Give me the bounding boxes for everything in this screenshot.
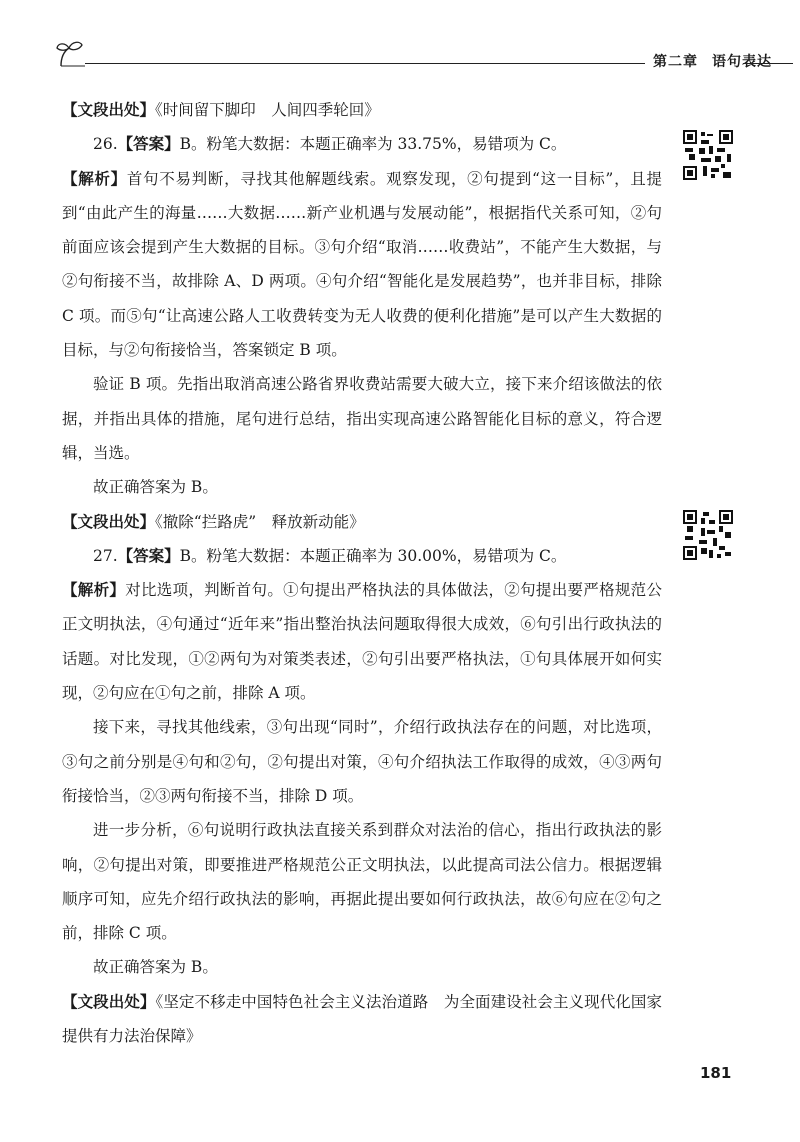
analysis-paragraph (62, 162, 662, 368)
analysis-text: 对比选项，判断首句。①句提出严格执法的具体做法，②句提出要严格规范公正文明执法，④句通过“近年来”指出整治执法问题取得很大成效，⑥句引出行政执法的话题。对比发现，①②两句为对策类表述，②句引出要严格执法，①句具体展开如何实现，②句应在①句之前，排除 A 项。 (62, 581, 662, 703)
page-number: 181 (700, 1064, 732, 1082)
chapter-section: 语句表达 (712, 54, 772, 70)
source-label: 【文段出处】 (62, 101, 156, 119)
answer-label: 【答案】 (117, 546, 180, 565)
source-title: 《撤除“拦路虎” 释放新动能》 (155, 512, 365, 531)
answer-label: 【答案】 (117, 135, 180, 154)
header-rule-right (743, 63, 793, 64)
analysis-paragraph (62, 573, 662, 710)
body-paragraph: 验证 B 项。先指出取消高速公路省界收费站需要大破大立，接下来介绍该做法的依据，并指出具体的措施，尾句进行总结，指出实现高速公路智能化目标的意义，符合逻辑，当选。 (62, 375, 662, 462)
sprout-logo-icon (55, 40, 89, 72)
conclusion-line: 故正确答案为 B。 (93, 478, 218, 497)
source-note (62, 985, 662, 1054)
answer-text: B。粉笔大数据：本题正确率为 33.75%，易错项为 C。 (179, 135, 567, 154)
source-title: 《时间留下脚印 人间四季轮回》 (155, 101, 380, 119)
analysis-label: 【解析】 (62, 169, 127, 188)
answer-line (62, 127, 662, 161)
qr-code-icon[interactable] (683, 130, 727, 174)
analysis-label: 【解析】 (62, 581, 126, 600)
header-rule-left (85, 63, 645, 64)
chapter-number: 第二章 (653, 54, 698, 70)
chapter-title (653, 51, 772, 71)
page-header (55, 40, 772, 70)
question-number: 27. (93, 546, 118, 565)
source-label: 【文段出处】 (62, 992, 156, 1011)
answer-text: B。粉笔大数据：本题正确率为 30.00%，易错项为 C。 (179, 546, 567, 565)
conclusion-line: 故正确答案为 B。 (93, 958, 218, 977)
body-paragraph: 进一步分析，⑥句说明行政执法直接关系到群众对法治的信心，指出行政执法的影响，②句提出对策，即要推进严格规范公正文明执法，以此提高司法公信力。根据逻辑顺序可知，应先介绍行政执法的影响，再据此提出要如何行政执法，故⑥句应在②句之前，排除 C 项。 (62, 821, 662, 943)
analysis-text: 首句不易判断，寻找其他解题线索。观察发现，②句提到“这一目标”，且提到“由此产生的海量……大数据……新产业机遇与发展动能”，根据指代关系可知，②句前面应该会提到产生大数据的目标。③句介绍“取消……收费站”，不能产生大数据，与②句衔接不当，故排除 A、D 两项。④句介绍“智能化是发展趋势”，也并非目标，排除 C 项。而⑤句“让高速公路人工收费转变为无人收费的便利化措施”是可以产生大数据的目标，与②句衔接恰当，答案锁定 B 项。 (62, 169, 662, 360)
answer-line (62, 539, 662, 573)
page-content (62, 93, 662, 1053)
source-title: 《坚定不移走中国特色社会主义法治道路 为全面建设社会主义现代化国家提供有力法治保障》 (62, 992, 662, 1046)
body-paragraph: 接下来，寻找其他线索，③句出现“同时”，介绍行政执法存在的问题，对比选项，③句之前分别是④句和②句，②句提出对策，④句介绍执法工作取得的成效，④③两句衔接恰当，②③两句衔接不当，排除 D 项。 (62, 718, 662, 805)
source-note (62, 93, 662, 127)
source-note (62, 505, 662, 539)
source-label: 【文段出处】 (62, 512, 156, 531)
question-number: 26. (93, 135, 118, 154)
qr-code-icon[interactable] (683, 510, 727, 554)
